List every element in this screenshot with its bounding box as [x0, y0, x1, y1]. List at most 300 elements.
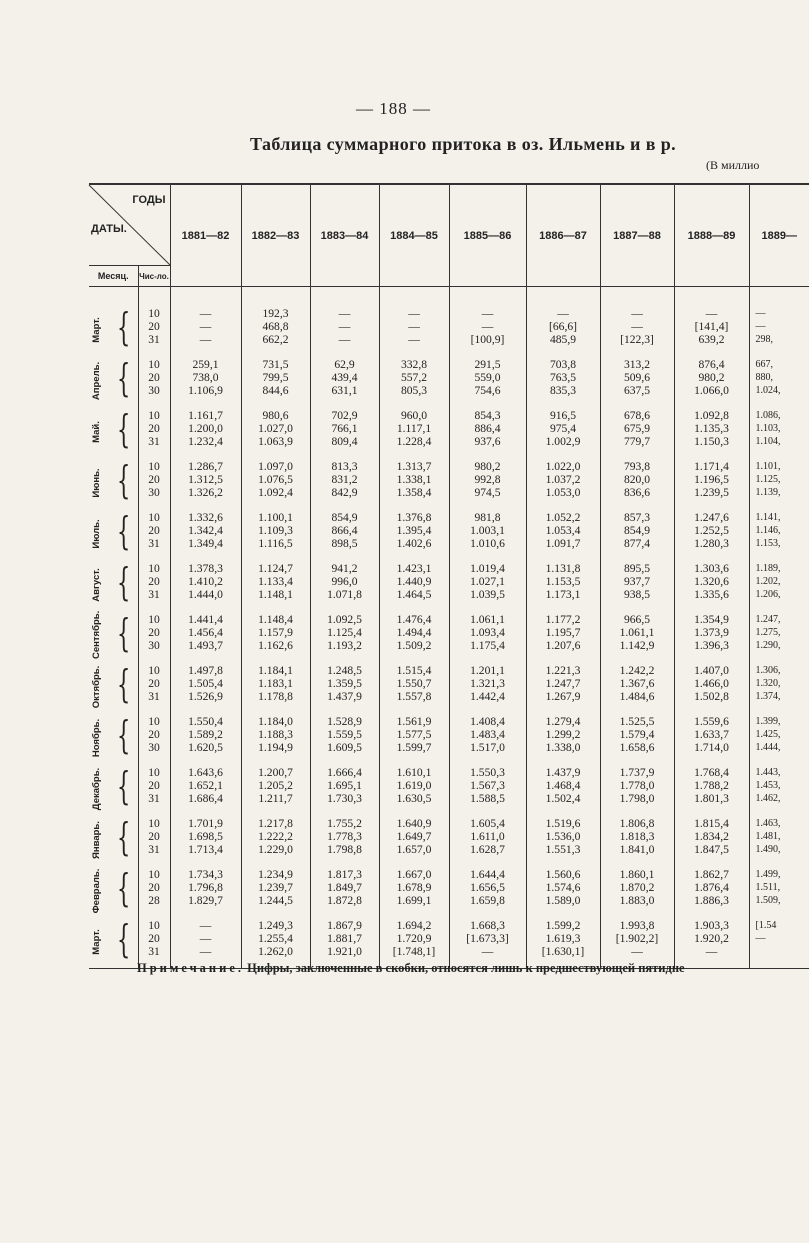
year-header: 1887—88	[600, 184, 674, 287]
value-cell	[674, 560, 749, 611]
inflow-value: 763,5	[549, 371, 577, 384]
inflow-value	[756, 945, 809, 958]
month-row	[89, 458, 809, 509]
value-cell	[674, 917, 749, 969]
inflow-value: 313,2	[623, 358, 651, 371]
inflow-value: 1.730,3	[327, 792, 362, 805]
month-name: Март.	[91, 317, 102, 343]
inflow-value: 1.071,8	[327, 588, 362, 601]
month-cell	[89, 560, 138, 611]
brace-icon: {	[117, 560, 131, 604]
value-cell	[310, 356, 379, 407]
inflow-value: 1.550,4	[188, 715, 223, 728]
value-cell	[674, 305, 749, 356]
inflow-value: 1.027,1	[470, 575, 505, 588]
inflow-value: 1.701,9	[188, 817, 223, 830]
month-name: Декабрь.	[91, 767, 102, 811]
inflow-value: 1.312,5	[188, 473, 223, 486]
day-number: 31	[148, 537, 160, 550]
inflow-value: 1.239,5	[694, 486, 729, 499]
inflow-value: 1.139,	[755, 487, 781, 498]
inflow-value: 1.124,7	[258, 562, 293, 575]
inflow-value: 1.849,7	[327, 881, 362, 894]
inflow-value: 938,5	[623, 588, 651, 601]
month-cell	[89, 713, 138, 764]
inflow-value: —	[481, 307, 494, 320]
inflow-value: 1.326,2	[188, 486, 223, 499]
year-header: 1881—82	[170, 184, 241, 287]
inflow-value: 844,6	[262, 384, 289, 397]
inflow-value: 1.373,9	[694, 626, 729, 639]
inflow-value: 1.714,0	[694, 741, 729, 754]
inflow-value: 1.633,7	[694, 728, 729, 741]
day-cell	[138, 356, 170, 407]
inflow-value: 1.788,2	[694, 779, 729, 792]
value-cell	[749, 866, 809, 917]
inflow-value: 62,9	[334, 358, 355, 371]
inflow-value: 1.511,	[755, 882, 781, 893]
value-cell	[379, 407, 449, 458]
value-cell	[749, 458, 809, 509]
inflow-value: 1.667,0	[396, 868, 432, 881]
value-cell	[526, 560, 600, 611]
value-cell	[379, 305, 449, 356]
inflow-value: 809,4	[331, 435, 358, 448]
inflow-value: 439,4	[331, 371, 358, 384]
inflow-value: —	[338, 333, 351, 346]
inflow-value: 1.091,7	[545, 537, 581, 550]
value-cell	[600, 815, 674, 866]
day-number: 31	[148, 843, 160, 856]
value-cell	[170, 815, 241, 866]
inflow-value: 1.010,6	[470, 537, 505, 550]
inflow-value: 1.150,3	[694, 435, 729, 448]
inflow-value: 1.574,6	[545, 881, 581, 894]
value-cell	[170, 560, 241, 611]
month-name: Январь.	[91, 821, 102, 859]
inflow-value: 1.860,1	[619, 868, 655, 881]
inflow-value: 1.658,6	[619, 741, 655, 754]
month-name: Октябрь.	[91, 665, 102, 709]
inflow-value: 1.481,	[755, 831, 781, 842]
day-cell	[138, 662, 170, 713]
inflow-value: 1.376,8	[396, 511, 432, 524]
value-cell	[749, 662, 809, 713]
inflow-value: 1.425,	[755, 729, 781, 740]
year-header: 1883—84	[310, 184, 379, 287]
inflow-value: 1.027,0	[258, 422, 293, 435]
inflow-value: —	[631, 945, 643, 958]
inflow-value: 1.463,	[755, 818, 781, 829]
value-cell	[526, 764, 600, 815]
inflow-value: 1.286,7	[188, 460, 223, 473]
inflow-value: 1.686,4	[188, 792, 223, 805]
inflow-value: 557,2	[400, 371, 428, 384]
value-cell	[449, 713, 526, 764]
value-cell	[310, 560, 379, 611]
day-number: 10	[148, 664, 160, 677]
value-cell	[310, 713, 379, 764]
brace-icon: {	[117, 764, 131, 808]
day-cell	[138, 305, 170, 356]
value-cell	[674, 611, 749, 662]
inflow-value: 1.228,4	[396, 435, 432, 448]
day-number: 31	[148, 945, 160, 958]
inflow-value: 1.476,4	[396, 613, 432, 626]
day-number: 20	[148, 371, 160, 384]
inflow-value: 1.609,5	[327, 741, 362, 754]
value-cell	[749, 560, 809, 611]
value-cell	[379, 815, 449, 866]
inflow-value: 980,2	[474, 460, 501, 473]
inflow-value: 1.183,1	[258, 677, 293, 690]
inflow-value: —	[338, 320, 351, 333]
value-cell	[379, 356, 449, 407]
inflow-value: 854,3	[474, 409, 501, 422]
inflow-value: [1.748,1]	[392, 945, 436, 958]
inflow-value: 1.039,5	[470, 588, 505, 601]
inflow-value: 1.423,1	[396, 562, 432, 575]
inflow-value: 980,2	[698, 371, 725, 384]
inflow-value: 485,9	[549, 333, 577, 346]
inflow-value: 1.502,4	[545, 792, 581, 805]
inflow-value: 1.656,5	[470, 881, 505, 894]
day-number: 10	[148, 817, 160, 830]
value-cell	[449, 305, 526, 356]
inflow-value: —	[338, 307, 351, 320]
month-cell	[89, 917, 138, 969]
value-cell	[674, 458, 749, 509]
inflow-value: 1.247,	[755, 614, 781, 625]
value-cell	[449, 509, 526, 560]
inflow-value: 291,5	[474, 358, 501, 371]
month-row	[89, 509, 809, 560]
inflow-value: 1.619,3	[545, 932, 581, 945]
inflow-value: 1.184,1	[258, 664, 293, 677]
day-number: 10	[148, 358, 160, 371]
year-header: 1882—83	[241, 184, 310, 287]
inflow-value: 1.196,5	[694, 473, 729, 486]
inflow-value: 1.349,4	[188, 537, 223, 550]
inflow-value: 1.437,9	[327, 690, 362, 703]
inflow-value: 1.778,0	[619, 779, 655, 792]
inflow-value: 1.526,9	[188, 690, 223, 703]
brace-icon: {	[117, 917, 131, 961]
day-number: 31	[148, 690, 160, 703]
inflow-value: 1.734,3	[188, 868, 223, 881]
value-cell	[600, 305, 674, 356]
inflow-value: 1.768,4	[694, 766, 729, 779]
month-cell	[89, 866, 138, 917]
inflow-value: 1.817,3	[327, 868, 362, 881]
inflow-value: —	[755, 933, 766, 944]
inflow-value: 1.441,4	[188, 613, 223, 626]
inflow-value: 1.483,4	[470, 728, 505, 741]
inflow-value: 1.275,	[755, 627, 781, 638]
day-cell	[138, 560, 170, 611]
value-cell	[674, 662, 749, 713]
inflow-value: 1.247,6	[694, 511, 729, 524]
inflow-value: 1.157,9	[258, 626, 293, 639]
inflow-value: 1.464,5	[396, 588, 432, 601]
inflow-value: 1.876,4	[694, 881, 729, 894]
month-row	[89, 866, 809, 917]
inflow-value: 992,8	[474, 473, 501, 486]
brace-icon: {	[117, 713, 131, 757]
inflow-value: 1.022,0	[545, 460, 581, 473]
inflow-value: 975,4	[549, 422, 577, 435]
inflow-value: 1.255,4	[258, 932, 293, 945]
inflow-value: 703,8	[549, 358, 577, 371]
subheader-month: Месяц.	[89, 266, 138, 287]
month-name: Июнь.	[91, 468, 102, 498]
inflow-value: 1.550,3	[470, 766, 505, 779]
month-name: Май.	[91, 421, 102, 443]
inflow-value: 1.678,9	[396, 881, 432, 894]
inflow-value: 1.117,1	[396, 422, 432, 435]
inflow-value: 941,2	[331, 562, 358, 575]
inflow-value: 1.993,8	[619, 919, 655, 932]
inflow-value: 702,9	[331, 409, 358, 422]
inflow-value: 1.560,6	[545, 868, 581, 881]
inflow-value: 1.444,0	[188, 588, 223, 601]
inflow-value: 1.053,4	[545, 524, 581, 537]
inflow-value: 1.200,0	[188, 422, 223, 435]
inflow-value: —	[199, 307, 212, 320]
month-name: Июль.	[91, 519, 102, 549]
inflow-value: 1.194,9	[258, 741, 293, 754]
inflow-value: 738,0	[192, 371, 219, 384]
inflow-value: 1.125,4	[327, 626, 362, 639]
units-note: (В миллио	[706, 158, 760, 172]
inflow-value: 1.644,4	[470, 868, 505, 881]
inflow-value: 1.484,6	[619, 690, 655, 703]
value-cell	[170, 764, 241, 815]
value-cell	[749, 305, 809, 356]
inflow-value: 1.338,0	[545, 741, 581, 754]
inflow-value: 1.589,2	[188, 728, 223, 741]
inflow-value: 1.131,8	[545, 562, 581, 575]
inflow-value: 1.106,9	[188, 384, 223, 397]
value-cell	[674, 866, 749, 917]
inflow-value: 1.354,9	[694, 613, 729, 626]
inflow-value: 1.444,	[755, 742, 781, 753]
inflow-value: 799,5	[262, 371, 289, 384]
value-cell	[379, 560, 449, 611]
brace-icon: {	[117, 815, 131, 859]
header-dates-label: ДАТЫ.	[91, 223, 127, 235]
inflow-value: 1.335,6	[694, 588, 729, 601]
inflow-value: 835,3	[549, 384, 577, 397]
value-cell	[241, 407, 310, 458]
value-cell	[674, 356, 749, 407]
inflow-value: 1.141,	[755, 512, 781, 523]
value-cell	[310, 407, 379, 458]
day-number: 30	[148, 741, 160, 754]
inflow-value: 1.502,8	[694, 690, 729, 703]
value-cell	[449, 866, 526, 917]
inflow-value: 1.116,5	[258, 537, 293, 550]
value-cell	[241, 509, 310, 560]
inflow-value: 1.378,3	[188, 562, 223, 575]
inflow-value: 1.207,6	[545, 639, 581, 652]
value-cell	[170, 866, 241, 917]
value-cell	[449, 407, 526, 458]
inflow-value: 639,2	[698, 333, 725, 346]
month-row	[89, 713, 809, 764]
inflow-value: 468,8	[262, 320, 289, 333]
inflow-value: 1.462,	[755, 793, 781, 804]
day-cell	[138, 713, 170, 764]
header-corner	[89, 184, 170, 266]
inflow-value: 1.443,	[755, 767, 781, 778]
inflow-value: 831,2	[331, 473, 358, 486]
value-cell	[749, 815, 809, 866]
value-cell	[600, 560, 674, 611]
inflow-value: 1.202,	[755, 576, 781, 587]
inflow-value: 731,5	[262, 358, 289, 371]
month-row	[89, 662, 809, 713]
value-cell	[600, 356, 674, 407]
inflow-value: 1.652,1	[188, 779, 223, 792]
value-cell	[310, 662, 379, 713]
inflow-value: 1.499,	[755, 869, 781, 880]
inflow-value: 667,	[755, 359, 773, 370]
inflow-value: 1.870,2	[619, 881, 655, 894]
month-row	[89, 356, 809, 407]
inflow-value: 1.536,0	[545, 830, 581, 843]
table-body	[89, 287, 809, 969]
day-number: 28	[148, 894, 160, 907]
inflow-value: —	[199, 945, 212, 958]
inflow-value: 880,	[755, 372, 773, 383]
day-number: 20	[148, 830, 160, 843]
inflow-value: 1.468,4	[545, 779, 581, 792]
brace-icon: {	[117, 458, 131, 502]
day-cell	[138, 815, 170, 866]
value-cell	[170, 407, 241, 458]
inflow-value: 1.402,6	[396, 537, 432, 550]
inflow-value: 1.097,0	[258, 460, 293, 473]
value-cell	[749, 356, 809, 407]
inflow-value: —	[199, 932, 212, 945]
month-row	[89, 815, 809, 866]
inflow-value: 813,3	[331, 460, 358, 473]
value-cell	[600, 662, 674, 713]
inflow-value: 1.841,0	[619, 843, 655, 856]
inflow-value: 1.921,0	[327, 945, 362, 958]
inflow-value: 678,6	[623, 409, 651, 422]
inflow-value: 1.109,3	[258, 524, 293, 537]
inflow-value: 1.063,9	[258, 435, 293, 448]
year-header: 1889—	[749, 184, 809, 287]
value-cell	[600, 407, 674, 458]
inflow-value: 1.189,	[755, 563, 781, 574]
inflow-value: 1.659,8	[470, 894, 505, 907]
inflow-value: 842,9	[331, 486, 358, 499]
value-cell	[241, 356, 310, 407]
month-cell	[89, 815, 138, 866]
month-cell	[89, 305, 138, 356]
value-cell	[600, 764, 674, 815]
month-cell	[89, 356, 138, 407]
inflow-value: 1.456,4	[188, 626, 223, 639]
value-cell	[526, 356, 600, 407]
inflow-value: 981,8	[474, 511, 501, 524]
inflow-value: 1.175,4	[470, 639, 505, 652]
inflow-value: 1.497,8	[188, 664, 223, 677]
inflow-value: 1.605,4	[470, 817, 505, 830]
day-number: 20	[148, 524, 160, 537]
inflow-value: —	[408, 333, 420, 346]
value-cell	[526, 305, 600, 356]
value-cell	[310, 458, 379, 509]
brace-icon: {	[117, 611, 131, 655]
day-number: 31	[148, 435, 160, 448]
month-cell	[89, 662, 138, 713]
inflow-value: 1.588,5	[470, 792, 505, 805]
inflow-value: 836,6	[623, 486, 651, 499]
day-number: 31	[148, 588, 160, 601]
inflow-value: [1.54	[755, 920, 777, 931]
value-cell	[170, 662, 241, 713]
year-header: 1884—85	[379, 184, 449, 287]
value-cell	[526, 713, 600, 764]
inflow-value: 1.515,4	[396, 664, 432, 677]
inflow-value: 1.611,0	[470, 830, 505, 843]
month-name: Апрель.	[91, 361, 102, 401]
inflow-value: 1.092,5	[327, 613, 362, 626]
inflow-value: —	[199, 333, 212, 346]
value-cell	[674, 815, 749, 866]
inflow-value: 1.052,2	[545, 511, 581, 524]
inflow-value: 1.796,8	[188, 881, 223, 894]
inflow-value: 1.559,5	[327, 728, 362, 741]
inflow-value: [1.630,1]	[541, 945, 585, 958]
inflow-value: 1.620,5	[188, 741, 223, 754]
inflow-value: 675,9	[623, 422, 651, 435]
inflow-value: 1.171,4	[694, 460, 729, 473]
inflow-value: —	[755, 321, 766, 332]
brace-icon: {	[117, 662, 131, 706]
inflow-value: 854,9	[623, 524, 651, 537]
month-row	[89, 305, 809, 356]
value-cell	[749, 509, 809, 560]
inflow-value: 1.092,4	[258, 486, 293, 499]
inflow-value: —	[631, 307, 643, 320]
inflow-value: 1.801,3	[694, 792, 729, 805]
inflow-value: 1.557,8	[396, 690, 432, 703]
inflow-value: 1.798,8	[327, 843, 362, 856]
inflow-value: 1.440,9	[396, 575, 432, 588]
inflow-value: 1.093,4	[470, 626, 505, 639]
inflow-value: 1.867,9	[327, 919, 362, 932]
inflow-value: 1.847,5	[694, 843, 729, 856]
inflow-value: 1.234,9	[258, 868, 293, 881]
value-cell	[241, 458, 310, 509]
inflow-value: 1.061,1	[470, 613, 505, 626]
page-number: — 188 —	[356, 99, 431, 118]
inflow-value: 1.086,	[755, 410, 781, 421]
inflow-value: 1.559,6	[694, 715, 729, 728]
inflow-value: 1.640,9	[396, 817, 432, 830]
day-number: 31	[148, 792, 160, 805]
value-cell	[674, 713, 749, 764]
inflow-value: 820,0	[623, 473, 651, 486]
month-cell	[89, 611, 138, 662]
inflow-value: 1.100,1	[258, 511, 293, 524]
inflow-value: 1.550,7	[396, 677, 432, 690]
